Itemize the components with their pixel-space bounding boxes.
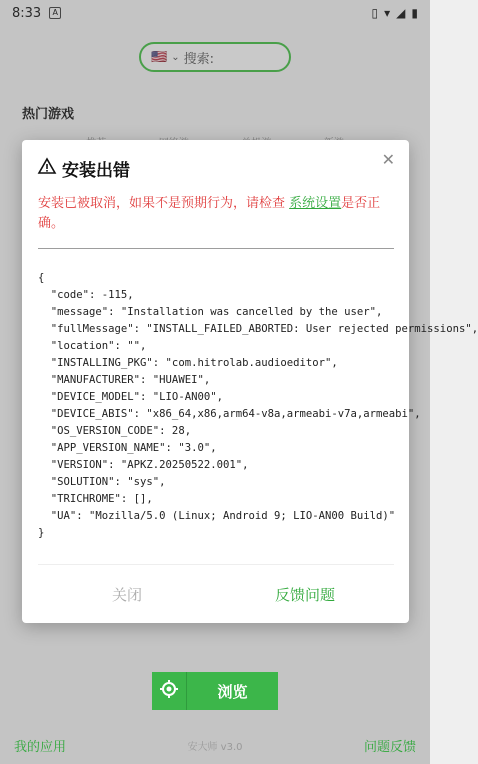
search-placeholder[interactable]: 搜索:: [183, 51, 214, 67]
my-apps-link[interactable]: 我的应用: [14, 739, 67, 755]
warning-icon: [38, 158, 56, 179]
status-time: 8:33: [12, 5, 42, 21]
dialog-title-text: 安装出错: [62, 161, 130, 181]
wifi-icon: ▾: [384, 6, 391, 20]
footer: [0, 732, 430, 758]
gear-icon: [159, 679, 179, 703]
flag-icon[interactable]: 🇺🇸: [151, 49, 168, 65]
error-details-code: { "code": -115, "message": "Installation was cancelled by the user", "fullMessage": "INSTALL_FAILED_ABORTED: User rejected permissions", "location": "", "INSTALLING_PKG": "com.hitrolab.audioeditor", "MANUFACTURER": "HUAWEI", "DEVICE_MODEL": "LIO-AN00", "DEVICE_ABIS": "x86_64,x86,arm64-v8a,armeabi-v7a,armeabi", "OS_VERSION_CODE": 28, "APP_VERSION_NAME": "3.0", "VERSION": "APKZ.20250522.001", "SOLUTION": "sys", "TRICHROME": [], "UA": "Mozilla/5.0 (Linux; Android 9; LIO-AN00 Build)" }: [38, 272, 478, 539]
feedback-button[interactable]: 反馈问题: [274, 585, 335, 604]
browse-button[interactable]: 浏览: [187, 672, 278, 710]
chevron-down-icon[interactable]: ⌄: [171, 51, 180, 63]
section-title: 热门游戏: [22, 107, 75, 122]
close-button[interactable]: 关闭: [111, 585, 142, 604]
dialog-actions: [38, 564, 394, 623]
app-version: 安大师 v3.0: [187, 741, 243, 753]
divider: [38, 248, 394, 249]
signal-icon: ◢: [396, 6, 406, 20]
message-prefix: 安装已被取消，如果不是预期行为，请检查: [38, 196, 290, 211]
error-dialog: [22, 140, 478, 623]
close-icon[interactable]: ✕: [381, 150, 395, 169]
vibrate-icon: ▯: [371, 6, 379, 20]
browse-group: [152, 672, 278, 710]
message-suffix: 是否正确。: [38, 196, 381, 231]
error-message: [38, 194, 394, 234]
system-settings-link[interactable]: 系统设置: [289, 196, 342, 211]
problem-feedback-link[interactable]: 问题反馈: [363, 739, 416, 755]
battery-icon: ▮: [411, 6, 418, 20]
notification-icon: A: [49, 7, 61, 19]
gear-button[interactable]: [152, 672, 187, 710]
dialog-title: [38, 156, 130, 181]
